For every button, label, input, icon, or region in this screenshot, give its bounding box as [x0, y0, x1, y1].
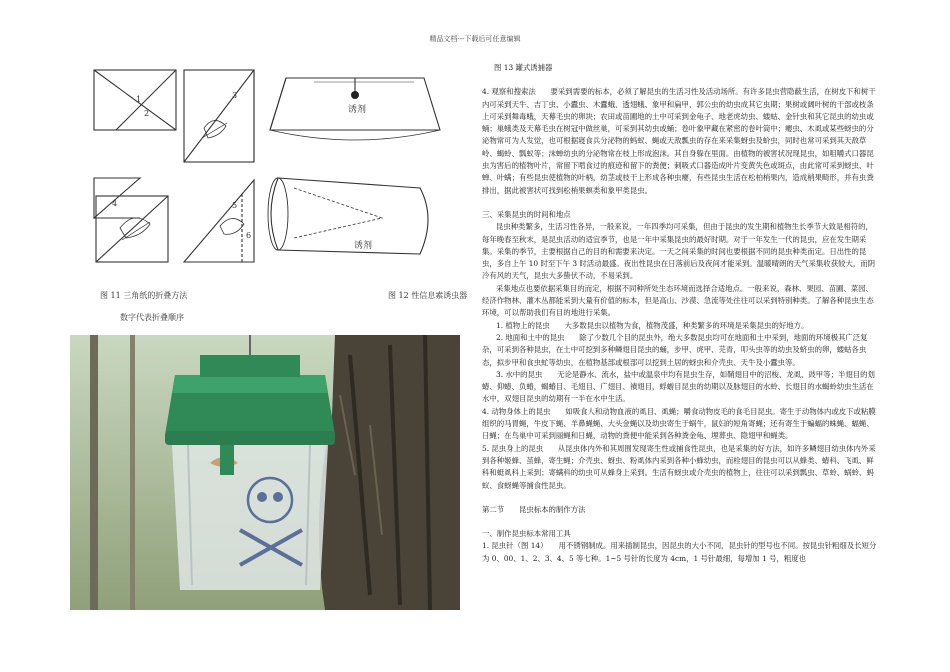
- fig12-caption: 图 12 性信息素诱虫器: [388, 291, 468, 300]
- paragraph-collect-place: 采集地点也要依据采集目的而定，根据不同种所处生态环境而选择合适地点。一般来说，森林、果园、苗圃、菜园、经济作物林、灌木丛都能采到大量有价值的标本，但是高山、沙漠、急流等处往往可以采到特别种类。了解各种昆虫生态环境，可以帮助我们有目的地进行采集。: [482, 283, 874, 318]
- left-column: [70, 62, 468, 322]
- bucket-trap-photo: [70, 335, 460, 610]
- bait-label-bottom: 诱剂: [354, 241, 373, 251]
- subsection-tools-title: 一、制作昆虫标本常用工具: [482, 529, 571, 539]
- section-2-title: 第二节 昆虫标本的制作方法: [482, 504, 586, 514]
- paragraph-water: 3. 水中的昆虫 无论是静水、流水，盐中或温泉中均有昆虫生存，如鞘翅目中的沼梭、龙虱、豉甲等；半翅目的划蝽、仰蝽、负蝽，蝎蝽目、毛翅目、广翅目、襀翅目，蜉蝣目昆虫的幼期以及脉翅目的水蛉、长翅目的水蝎蛉幼虫生活在水中，双翅目昆虫的幼期有一半在水中生活。: [482, 369, 875, 404]
- paragraph-ground-soil: 2. 地面和土中的昆虫 除了少数几个目的昆虫外，绝大多数昆虫均可在地面和土中采到，地面的环境极其广泛复杂，可采到各种昆虫，在土中可挖到多种鳞翅目昆虫的蛹，步甲、虎甲、芫青，叩头虫等的幼虫及蛴虫的卵，蝼蛄各虫态，拟步甲和食虫虻等幼虫，在植物基部或根部可以挖到土居的蚜虫和介壳虫、天牛及小蠹虫等。: [482, 332, 868, 367]
- paragraph-animal-body: 4. 动物身体上的昆虫 如吸食人和动物血液的虱目、虱蝇；嚼食动物皮毛的食毛目昆虫。寄生于动物体内或皮下或粘膜组织的马胃蝇，牛皮下蝇、羊鼻蝇蝇、大头金蝇以及幼虫寄生于蜗牛，鼠妇的短角寄蝇；还有寄生于蝙蝠的蛛蝇、蝠蝇、日蝇；在鸟巢中可采到丽蝇和日蝇，动物的粪便中能采到各种粪金龟、埋葬虫、隐翅甲和蝇类。: [482, 406, 876, 441]
- paragraph-insect-pin: 1. 昆虫针（图 14） 用不锈钢制成。用来插制昆虫，因昆虫的大小不同，昆虫针的型号也不同。按昆虫针粗细及长短分为 0、00、1、2、3、4、5 等七种。1~5 号针的长度为 4cm，1 号针最细，每增加 1 号，粗度也: [482, 541, 877, 563]
- fold-number-1: 1: [136, 95, 142, 104]
- fold-number-4: 4: [112, 199, 118, 208]
- fold-number-3: 3: [232, 91, 238, 100]
- fig11-folding-diagram: [92, 68, 267, 273]
- paragraph-insect-body: 5. 昆虫身上的昆虫 从昆虫体内外和其周围发现寄生性或捕食性昆虫，也是采集的好方法，如许多鳞翅目幼虫体内外采到各种姬蜂、茧蜂，寄生蝇；介壳虫、蚜虫、粉虱体内采到各种小蜂幼虫，而栓翅目的昆虫可以从蜂类、蝽科、飞虱、鲜科和蜓虱科上采到；寄螨科的幼虫可从蜂身上采到。生活有蚜虫或介壳虫的植物上，往往可以采到瓢虫、草蛉、蜗蛉、蚂蚁、食蚜蝇等捕食性昆虫。: [482, 443, 876, 490]
- fold-number-5: 5: [232, 201, 238, 210]
- right-column: [482, 62, 880, 565]
- bait-label-top: 诱剂: [348, 105, 367, 115]
- paragraph-collect-time: 昆虫种类繁多，生活习性各异，一般来说，一年四季均可采集，但由于昆虫的发生期和植物生长季节大致是相符的，每年晚春至秋末，是昆虫活动的适宜季节，也是一年中采集昆虫的最好时期。对于一年发生一代的昆虫，应在发生期采集。采集的季节，主要根据自己的目的和需要来决定。一天之间采集的时间也要根据不同的昆虫种类而定。日出性的昆虫，多自上午 10 时至下午 3 时活动最盛。夜出性昆虫在日落前后及夜间才能采到。温暖晴朗的天气采集收获较大，而阴冷有风的天气，昆虫大多蛰伏不动，不易采到。: [482, 222, 876, 281]
- fig11-caption: 图 11 三角纸的折叠方法: [100, 291, 188, 300]
- fig12-trap-diagram: [264, 68, 444, 273]
- fig11-subcaption: 数字代表折叠顺序: [120, 313, 184, 322]
- page-header: 精品文档---下载后可任意编辑: [429, 35, 521, 43]
- figure-panel: [70, 62, 468, 322]
- paragraph-plants: 1. 植物上的昆虫 大多数昆虫以植物为食，植物茂盛，种类繁多的环境是采集昆虫的好地方。: [496, 320, 809, 330]
- fig13-caption: 图 13 罐式诱捕器: [494, 63, 553, 72]
- fold-number-6: 6: [246, 231, 252, 240]
- section-3-title: 三、采集昆虫的时间和地点: [482, 209, 571, 219]
- fold-number-2: 2: [144, 109, 150, 118]
- paragraph-observe-search: 4. 观察和搜索法 要采到需要的标本，必须了解昆虫的生活习性及活动场所。有许多昆虫营隐蔽生活，在树皮下和树干内可采到天牛、吉丁虫、小蠹虫、木蠹蛾、透翅蛾、象甲和扁甲、郭公虫的幼虫成其它虫期；果树或阔叶树的干部或枝条上可采到舞毒蛾，天幕毛虫的卵块；农田或苗圃地的土中可采到金龟子、地老虎幼虫、蝼蛄、金针虫和其它昆虫的幼虫或蛹；巢蛾类及天幕毛虫在树冠中做丝巢，可采到其幼虫或蛹；卷叶象甲藏在紧密的卷叶筒中；瘿虫、木虱或某些蚜虫的分泌物常可为人发觉，也可根据寝食兵分泌物的蚂蚁、蝇或天敌瓢虫的存在来采集蚜虫及蚧虫，同时也常可采到其天敌草岭、蝎蛉、瓢蚁等；沫蝉幼虫的分泌物常在枝上形成泡沫。其自身躲在里面。由植物的被害状况现昆虫，如咀嚼式口器昆虫为害后的植物叶片，常留下啃食过的痕迹和留下的粪便；刺吸式口器造成叶片变黄失色或斑点，由此常可采到蚜虫、叶蝉、叶螨；有些昆虫使植物的叶柄，幼茎或枝干上形成各种虫瘿，有些昆虫生活在松柏梢果内，造成梢果畸形，并有虫粪排出，据此被害状可找到松梢果螟类和象甲类昆虫。: [482, 87, 876, 195]
